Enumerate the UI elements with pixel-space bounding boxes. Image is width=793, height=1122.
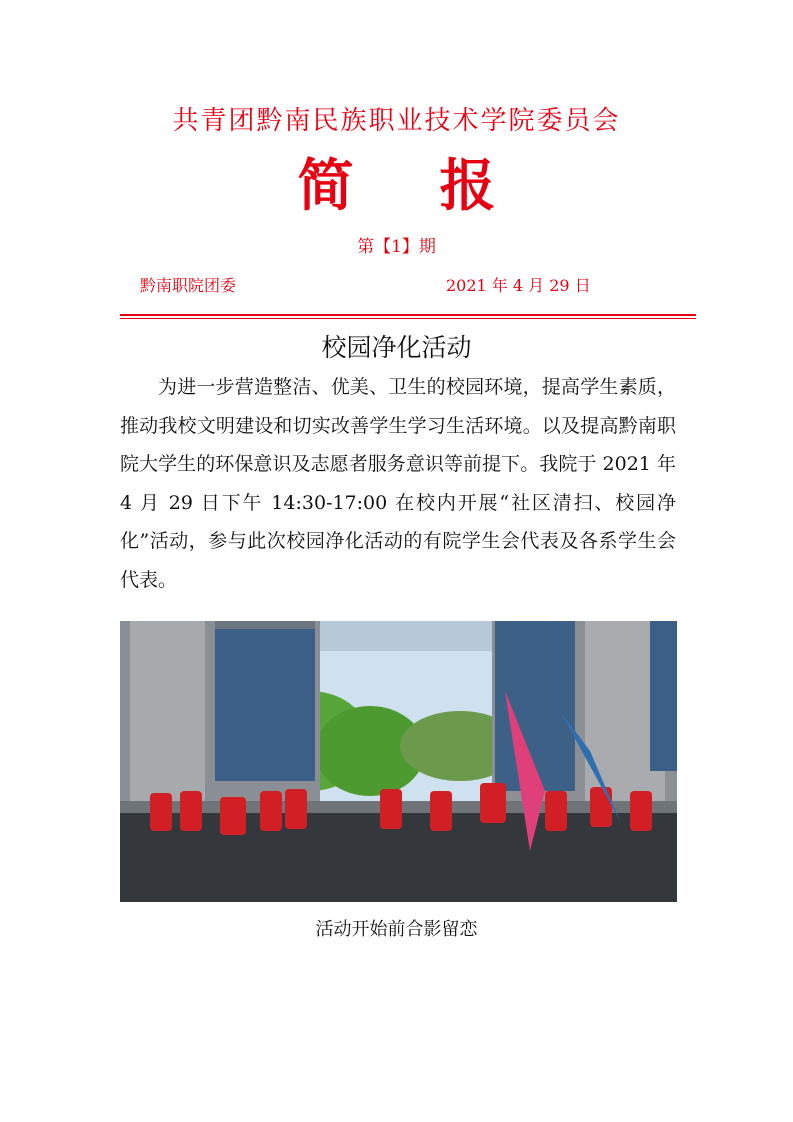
group-photo <box>120 621 677 902</box>
organization-title: 共青团黔南民族职业技术学院委员会 <box>172 106 621 136</box>
bulletin-title: 简报 <box>297 153 582 219</box>
group-photo-illustration <box>120 621 677 902</box>
article-body: 为进一步营造整洁、优美、卫生的校园环境，提高学生素质，推动我校文明建设和切实改善学生学习生活环境。以及提高黔南职院大学生的环保意识及志愿者服务意识等前提下。我院于 2021 年 4 月 29 日下午 14:30-17:00 在校内开展“社区清扫、校园净化”活动，参与此次校园净化活动的有院学生会代表及各系学生会代表。 <box>120 376 676 591</box>
article-title: 校园净化活动 <box>321 333 472 362</box>
issuer: 黔南职院团委 <box>140 276 237 295</box>
header-divider-thin <box>120 318 696 319</box>
issue-number: 第【1】期 <box>357 237 436 257</box>
photo-caption: 活动开始前合影留恋 <box>315 919 478 940</box>
issue-date: 2021 年 4 月 29 日 <box>446 276 591 295</box>
header-divider-thick <box>120 314 696 316</box>
